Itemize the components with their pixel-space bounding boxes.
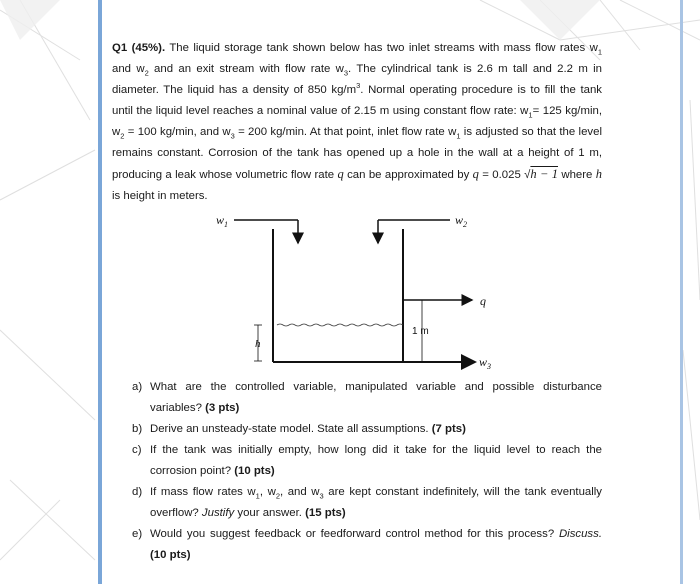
task-text: Derive an unsteady-state model. State all assumptions. bbox=[150, 423, 432, 435]
superscript: 3 bbox=[356, 81, 361, 91]
subscript: 1 bbox=[456, 131, 461, 141]
task-item bbox=[132, 377, 602, 419]
intro-text: 0.025 bbox=[492, 169, 525, 181]
math-var-h: h bbox=[595, 167, 602, 181]
task-label: a) bbox=[132, 381, 143, 393]
task-text: are kept constant indefinitely, will the tank eventually overflow? bbox=[150, 486, 603, 519]
task-text: your answer. bbox=[234, 507, 306, 519]
liquid-surface bbox=[277, 324, 403, 326]
label-w3: $w_3$ bbox=[479, 355, 492, 371]
intro-text: and an exit stream with flow rate w bbox=[148, 63, 344, 75]
label-w2: $w_2$ bbox=[455, 213, 468, 229]
intro-text: . The cylindrical tank is 2.6 m tall and 2.2 m in diameter. The liquid has a density of 850 kg/m bbox=[112, 63, 602, 96]
intro-text: can be approximated by bbox=[343, 169, 473, 181]
task-item bbox=[132, 440, 602, 482]
left-margin-bar bbox=[98, 0, 102, 584]
task-label: d) bbox=[132, 486, 143, 498]
task-label: b) bbox=[132, 423, 143, 435]
intro-text: = 125 kg/min, w bbox=[112, 105, 602, 138]
task-points: (3 pts) bbox=[205, 402, 240, 414]
task-emphasis: Justify bbox=[201, 507, 235, 519]
task-label: e) bbox=[132, 528, 143, 540]
intro-text: where bbox=[558, 169, 596, 181]
intro-text: is adjusted so that the level remains constant. Corrosion of the tank has opened up a hole in the wall at a height of 1 m, producing a leak whose volumetric flow rate bbox=[112, 126, 602, 181]
subscript: 1 bbox=[528, 110, 533, 120]
intro-text: and w bbox=[112, 63, 145, 75]
label-h: h bbox=[255, 338, 261, 350]
task-list bbox=[132, 377, 602, 566]
subscript: 1 bbox=[255, 491, 260, 501]
sqrt-symbol: √ bbox=[524, 169, 531, 181]
task-item bbox=[132, 482, 602, 524]
intro-text: = 100 kg/min, and w bbox=[124, 126, 231, 138]
intro-text: = 200 kg/min. At that point, inlet flow rate w bbox=[234, 126, 457, 138]
subscript: 3 bbox=[319, 491, 324, 501]
tank-diagram bbox=[200, 205, 520, 375]
math-var-q: q bbox=[337, 167, 344, 181]
task-text: , and w bbox=[279, 486, 320, 498]
right-margin-bar bbox=[680, 0, 683, 584]
subscript: 2 bbox=[120, 131, 125, 141]
intro-text: is height in meters. bbox=[112, 190, 208, 202]
subscript: 2 bbox=[275, 491, 280, 501]
task-item bbox=[132, 524, 602, 566]
label-q: q bbox=[480, 294, 486, 308]
intro-text: . Normal operating procedure is to fill the tank until the liquid level reaches a nominal value of 2.15 m using constant flow rate: w bbox=[112, 84, 603, 117]
task-text: If mass flow rates w bbox=[150, 486, 256, 498]
subscript: 3 bbox=[230, 131, 235, 141]
task-points: (7 pts) bbox=[431, 423, 466, 435]
task-text: , w bbox=[259, 486, 276, 498]
sqrt-expression: h − 1 bbox=[530, 167, 558, 181]
intro-text: The liquid storage tank shown below has two inlet streams with mass flow rates w bbox=[169, 42, 598, 54]
task-item bbox=[132, 419, 602, 440]
task-points: (10 pts) bbox=[234, 465, 275, 477]
task-label: c) bbox=[132, 444, 142, 456]
task-points: (15 pts) bbox=[305, 507, 346, 519]
label-1m: 1 m bbox=[412, 326, 429, 337]
subscript: 3 bbox=[343, 68, 349, 78]
task-points: (10 pts) bbox=[150, 549, 191, 561]
question-intro bbox=[112, 38, 602, 207]
subscript: 1 bbox=[597, 47, 602, 57]
task-text: If the tank was initially empty, how long did it take for the liquid level to reach the corrosion point? bbox=[150, 444, 602, 477]
question-body bbox=[112, 38, 602, 207]
intro-text: = bbox=[478, 169, 489, 181]
question-title: Q1 (45%). bbox=[112, 42, 166, 54]
task-text: Would you suggest feedback or feedforward control method for this process? bbox=[150, 528, 559, 540]
task-text: What are the controlled variable, manipulated variable and possible disturbance variables? bbox=[150, 381, 602, 414]
subscript: 2 bbox=[144, 68, 149, 78]
task-emphasis: Discuss. bbox=[558, 528, 602, 540]
label-w1: $w_1$ bbox=[216, 213, 229, 229]
math-var-q: q bbox=[472, 167, 479, 181]
